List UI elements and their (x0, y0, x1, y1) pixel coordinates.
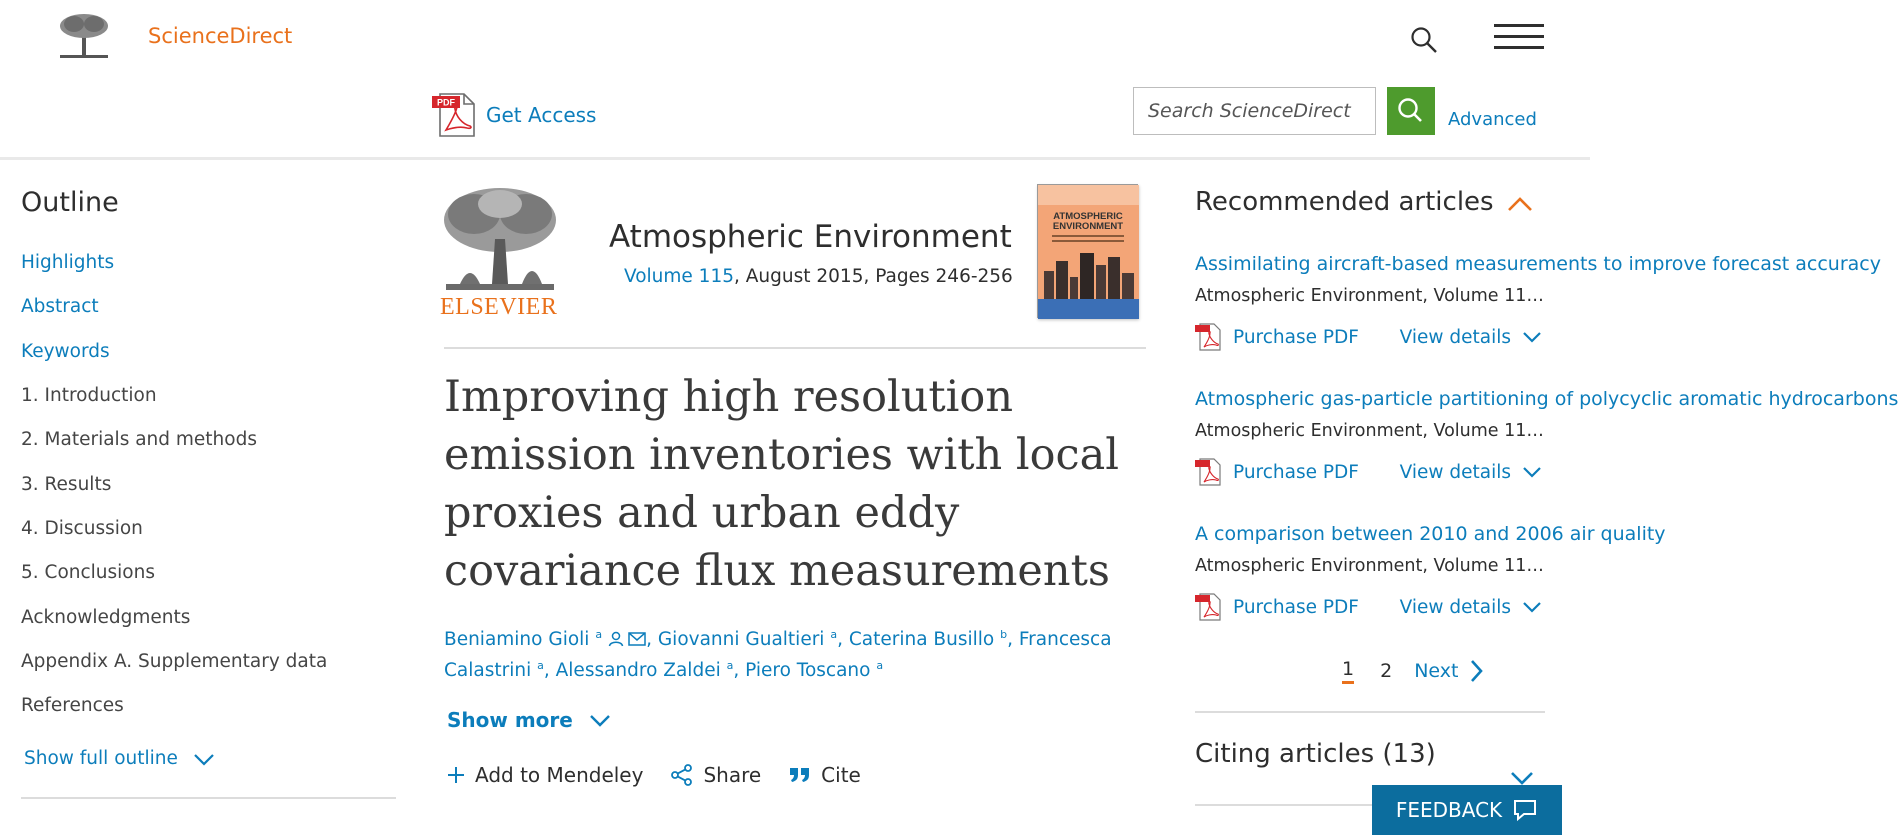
add-to-mendeley-label: Add to Mendeley (475, 763, 644, 787)
outline-item[interactable]: 5. Conclusions (21, 562, 155, 583)
chevron-right-icon (1468, 658, 1484, 684)
show-full-outline-button[interactable] (24, 748, 216, 769)
recommended-article-actions (1195, 593, 1543, 621)
elsevier-logo-icon[interactable] (56, 12, 112, 60)
add-to-mendeley-button[interactable] (447, 763, 643, 787)
author-name[interactable]: Francesca Calastrini (444, 629, 1112, 681)
issue-date-pages: , August 2015, Pages 246-256 (734, 266, 1013, 287)
citing-articles-heading[interactable]: Citing articles (13) (1195, 739, 1436, 769)
outline-item[interactable]: 2. Materials and methods (21, 429, 257, 450)
outline-item[interactable]: Appendix A. Supplementary data (21, 651, 328, 672)
chevron-down-icon (1521, 330, 1543, 344)
pdf-icon (432, 92, 476, 138)
svg-text:PDF: PDF (437, 97, 455, 108)
page-1-button[interactable]: 1 (1342, 658, 1354, 684)
author-affiliation-marker[interactable]: b (1000, 627, 1008, 641)
author-separator: , (837, 629, 849, 650)
get-access-label: Get Access (486, 103, 597, 127)
author-separator: , (733, 660, 746, 681)
hamburger-menu-icon[interactable] (1494, 24, 1544, 50)
recommended-article-actions (1195, 458, 1543, 486)
author-affiliation-marker[interactable]: a (595, 627, 603, 641)
volume-link[interactable]: Volume 115 (624, 266, 734, 287)
recommended-article-actions (1195, 323, 1543, 351)
outline-item[interactable]: References (21, 695, 124, 716)
svg-text:ENVIRONMENT: ENVIRONMENT (1052, 221, 1124, 232)
recommended-article (1195, 388, 1898, 486)
journal-cover-image[interactable] (1037, 184, 1138, 318)
center-divider (444, 347, 1146, 349)
pdf-icon (1195, 458, 1221, 486)
purchase-pdf-label: Purchase PDF (1233, 326, 1359, 348)
recommended-article-source: Atmospheric Environment, Volume 11… (1195, 286, 1544, 306)
show-more-button[interactable] (447, 708, 613, 732)
view-details-label: View details (1399, 326, 1511, 348)
search-submit-button[interactable] (1387, 87, 1435, 135)
view-details-button[interactable] (1400, 597, 1543, 618)
chat-bubble-icon (1512, 798, 1538, 822)
author-contact-icons[interactable] (602, 629, 646, 650)
author-list (444, 624, 1144, 686)
author-name[interactable]: Giovanni Gualtieri (657, 629, 825, 650)
view-details-button[interactable] (1400, 462, 1543, 483)
view-details-label: View details (1399, 461, 1511, 483)
purchase-pdf-button[interactable] (1195, 323, 1359, 351)
chevron-down-icon (192, 751, 216, 767)
view-details-label: View details (1399, 596, 1511, 618)
outline-divider (21, 797, 396, 799)
view-details-button[interactable] (1400, 327, 1543, 348)
search-input[interactable] (1133, 87, 1376, 135)
purchase-pdf-button[interactable] (1195, 593, 1359, 621)
outline-item[interactable]: 1. Introduction (21, 385, 157, 406)
pdf-icon (1195, 323, 1221, 351)
author-separator: , (646, 629, 658, 650)
outline-item[interactable]: 3. Results (21, 474, 112, 495)
article-title: Improving high resolution emission inventories with local proxies and urban eddy covariance flux measurements (444, 372, 1119, 596)
next-page-button[interactable] (1414, 658, 1484, 684)
journal-cover-art (1038, 185, 1139, 319)
share-button[interactable] (671, 763, 761, 787)
author-name[interactable]: Beniamino Gioli (444, 629, 590, 650)
recommended-article-source: Atmospheric Environment, Volume 11… (1195, 421, 1544, 441)
feedback-label: FEEDBACK (1395, 798, 1503, 822)
envelope-icon (628, 632, 646, 646)
search-icon[interactable] (1410, 26, 1438, 54)
chevron-up-icon[interactable] (1506, 193, 1534, 215)
cite-label: Cite (821, 763, 861, 787)
author-affiliation-marker[interactable]: a (876, 658, 884, 672)
show-full-outline-label: Show full outline (24, 748, 178, 769)
share-icon (671, 764, 693, 786)
outline-item[interactable]: Highlights (21, 252, 115, 273)
share-label: Share (703, 763, 762, 787)
right-divider (1195, 711, 1545, 713)
next-page-label: Next (1414, 660, 1459, 682)
recommended-article-source: Atmospheric Environment, Volume 11… (1195, 556, 1544, 576)
recommended-pagination (1342, 658, 1484, 684)
purchase-pdf-button[interactable] (1195, 458, 1359, 486)
outline-item[interactable]: 4. Discussion (21, 518, 143, 539)
show-more-label: Show more (447, 708, 573, 732)
author-affiliation-marker[interactable]: a (830, 627, 838, 641)
journal-meta (624, 266, 1013, 287)
quote-icon (789, 767, 811, 783)
outline-heading: Outline (21, 187, 119, 218)
elsevier-tree-logo-icon[interactable] (440, 184, 560, 294)
top-header (0, 0, 1590, 160)
recommended-article-title[interactable]: Assimilating aircraft-based measurements to improve forecast accuracy (1195, 253, 1881, 275)
article-actions (447, 763, 889, 787)
sciencedirect-brand[interactable]: ScienceDirect (148, 24, 293, 48)
author-name[interactable]: Caterina Busillo (848, 629, 995, 650)
recommended-article (1195, 253, 1881, 351)
outline-item[interactable]: Abstract (21, 296, 99, 317)
author-separator: , (1007, 629, 1019, 650)
page-2-button[interactable]: 2 (1380, 660, 1393, 682)
recommended-article (1195, 523, 1666, 621)
author-affiliation-marker[interactable]: a (537, 658, 544, 672)
recommended-articles-heading: Recommended articles (1195, 187, 1494, 217)
purchase-pdf-label: Purchase PDF (1233, 596, 1359, 618)
plus-icon (447, 766, 465, 784)
chevron-down-icon (587, 711, 613, 729)
recommended-article-title[interactable]: Atmospheric gas-particle partitioning of polycyclic aromatic hydrocarbons (1195, 388, 1898, 410)
chevron-down-icon (1521, 465, 1543, 479)
get-access-button[interactable] (432, 92, 596, 138)
advanced-search-link[interactable]: Advanced (1448, 109, 1537, 130)
search-icon (1387, 87, 1435, 135)
svg-text:ATMOSPHERIC: ATMOSPHERIC (1053, 211, 1123, 222)
chevron-down-icon (1521, 600, 1543, 614)
author-separator: , (543, 660, 556, 681)
recommended-article-title[interactable]: A comparison between 2010 and 2006 air quality (1195, 523, 1666, 545)
outline-item[interactable]: Acknowledgments (21, 607, 191, 628)
author-name[interactable]: Piero Toscano (745, 660, 871, 681)
journal-title[interactable]: Atmospheric Environment (609, 219, 1012, 255)
feedback-button[interactable] (1372, 785, 1562, 835)
author-affiliation-marker[interactable]: a (726, 658, 734, 672)
purchase-pdf-label: Purchase PDF (1233, 461, 1359, 483)
person-icon (608, 631, 624, 647)
pdf-icon (1195, 593, 1221, 621)
author-name[interactable]: Alessandro Zaldei (555, 660, 721, 681)
elsevier-wordmark: ELSEVIER (440, 294, 558, 320)
outline-item[interactable]: Keywords (21, 341, 110, 362)
cite-button[interactable] (789, 763, 861, 787)
